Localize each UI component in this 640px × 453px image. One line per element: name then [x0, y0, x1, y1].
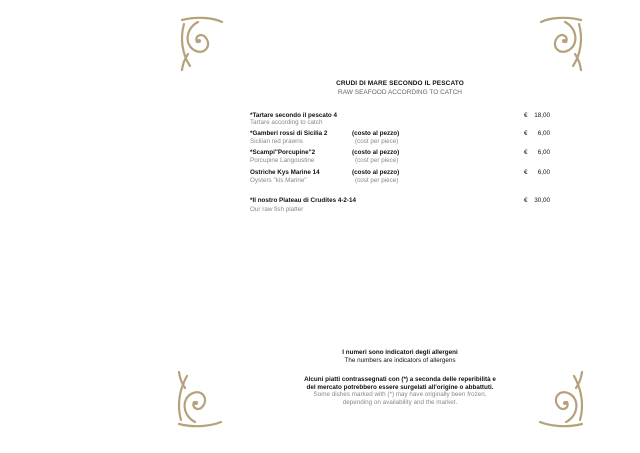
frozen-note-en-line2: depending on availability and the market. — [342, 398, 458, 406]
corner-ornament-top-left — [178, 14, 226, 72]
flourish-corner-icon — [178, 14, 226, 72]
item-name-en: Our raw fish platter — [250, 206, 304, 213]
item-price: € 30,00 — [524, 197, 550, 204]
corner-ornament-bottom-right — [536, 368, 586, 430]
allergen-note-it: I numeri sono indicatori degli allergeni — [342, 349, 458, 356]
item-allergens: 4 — [333, 112, 338, 119]
flourish-corner-icon — [536, 368, 586, 430]
item-name-it: *Il nostro Plateau di Crudites 4-2-14 — [250, 197, 357, 204]
item-name-en: Sicilian red prawns — [250, 138, 303, 145]
item-name-it: Ostriche Kys Marine 14 — [250, 169, 320, 176]
frozen-note — [275, 376, 525, 406]
item-cost-note-en: (cost per piece) — [355, 177, 399, 184]
item-name-en: Tartare according to catch — [250, 119, 323, 126]
item-name-it: *Tartare secondo il pescato 4 — [250, 112, 338, 119]
item-price: € 18,00 — [524, 112, 550, 119]
item-name-it: *Gamberi rossi di Sicilia 2 — [250, 130, 328, 137]
item-cost-note-en: (cost per piece) — [355, 157, 399, 164]
allergen-note-en: The numbers are indicators of allergens — [344, 356, 456, 364]
item-price: € 6,00 — [524, 169, 550, 176]
frozen-note-it-line1: Alcuni piatti contrassegnati con (*) a seconda delle reperibilità e — [304, 376, 496, 383]
flourish-corner-icon — [175, 368, 225, 430]
allergen-note — [275, 349, 525, 364]
frozen-note-en-line1: Some dishes marked with (*) may have originally been frozen, — [313, 391, 487, 398]
frozen-note-it-line2: del mercato potrebbero essere surgelati all'origine o abbattuti. — [306, 383, 494, 391]
corner-ornament-top-right — [537, 14, 585, 72]
item-name-it: *Scampi"Porcupine"2 — [250, 149, 316, 156]
item-name-en: Oysters "kis Marine" — [250, 177, 307, 184]
item-name-en: Porcupine Langoustine — [250, 157, 315, 164]
item-price: € 6,00 — [524, 149, 550, 156]
item-cost-note-it: (costo al pezzo) — [352, 130, 400, 137]
item-cost-note-it: (costo al pezzo) — [352, 169, 400, 176]
item-price: € 6,00 — [524, 130, 550, 137]
menu-section-subtitle: RAW SEAFOOD ACCORDING TO CATCH — [338, 89, 462, 96]
item-cost-note-en: (cost per piece) — [355, 138, 399, 145]
item-cost-note-it: (costo al pezzo) — [352, 149, 400, 156]
flourish-corner-icon — [537, 14, 585, 72]
menu-section-title: CRUDI DI MARE SECONDO IL PESCATO — [336, 80, 464, 87]
corner-ornament-bottom-left — [175, 368, 225, 430]
